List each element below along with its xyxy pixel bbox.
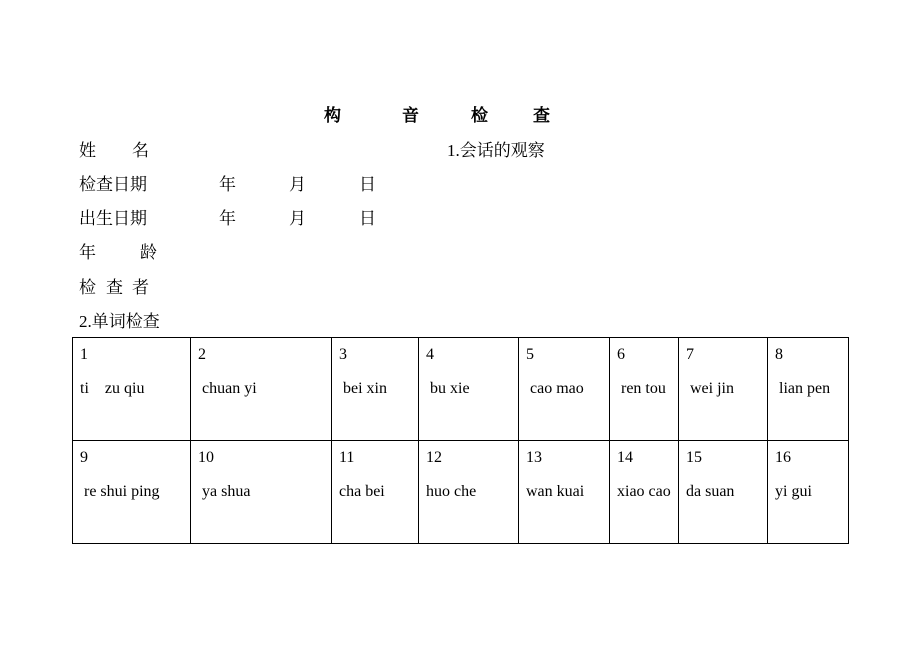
word-text: cao mao	[526, 380, 584, 397]
title-char-4: 查	[533, 106, 550, 125]
word-cell	[519, 441, 610, 544]
word-text: cha bei	[339, 483, 385, 500]
word-number: 5	[526, 346, 534, 363]
name-label-char-2: 名	[132, 141, 149, 160]
title-char-2: 音	[402, 106, 419, 125]
word-cell	[679, 338, 768, 441]
word-cell	[768, 441, 849, 544]
examiner-label-char-2: 查	[106, 278, 123, 297]
word-number: 14	[617, 449, 633, 466]
word-text: huo che	[426, 483, 477, 500]
conversation-section-heading: 1.会话的观察	[447, 141, 545, 160]
name-label-char-1: 姓	[79, 141, 96, 160]
word-text: wan kuai	[526, 483, 585, 500]
word-number: 16	[775, 449, 791, 466]
word-cell	[191, 338, 332, 441]
examiner-label-char-1: 检	[79, 278, 96, 297]
word-number: 3	[339, 346, 347, 363]
word-cell	[332, 441, 419, 544]
word-number: 2	[198, 346, 206, 363]
title-char-3: 检	[471, 106, 488, 125]
age-label-char-2: 龄	[140, 243, 157, 262]
word-cell	[73, 441, 191, 544]
word-number: 13	[526, 449, 542, 466]
word-text: xiao cao	[617, 483, 671, 500]
word-text: ya shua	[198, 483, 251, 500]
word-number: 4	[426, 346, 434, 363]
word-text: wei jin	[686, 380, 734, 397]
word-number: 1	[80, 346, 88, 363]
word-number: 6	[617, 346, 625, 363]
birth-date-month: 月	[289, 209, 306, 228]
word-number: 9	[80, 449, 88, 466]
word-text: yi gui	[775, 483, 812, 500]
word-cell	[610, 338, 679, 441]
word-text: ren tou	[617, 380, 666, 397]
word-number: 8	[775, 346, 783, 363]
exam-date-month: 月	[289, 175, 306, 194]
birth-date-day: 日	[359, 209, 376, 228]
word-text: bei xin	[339, 380, 387, 397]
exam-date-day: 日	[359, 175, 376, 194]
word-cell	[610, 441, 679, 544]
word-cell	[419, 441, 519, 544]
word-number: 10	[198, 449, 214, 466]
word-cell	[332, 338, 419, 441]
word-text: chuan yi	[198, 380, 257, 397]
title-char-1: 构	[324, 106, 341, 125]
birth-date-label: 出生日期	[79, 209, 147, 228]
exam-date-label: 检查日期	[79, 175, 147, 194]
word-number: 11	[339, 449, 355, 466]
word-test-section-heading: 2.单词检查	[79, 312, 160, 331]
examiner-label-char-3: 者	[132, 278, 149, 297]
word-text: da suan	[686, 483, 735, 500]
word-cell	[419, 338, 519, 441]
word-text: bu xie	[426, 380, 470, 397]
table-row	[73, 441, 849, 544]
table-row	[73, 338, 849, 441]
word-text: lian pen	[775, 380, 831, 397]
word-number: 15	[686, 449, 702, 466]
exam-date-year: 年	[219, 175, 236, 194]
birth-date-year: 年	[219, 209, 236, 228]
word-number: 7	[686, 346, 694, 363]
word-test-table	[72, 337, 849, 544]
word-cell	[191, 441, 332, 544]
word-text: ti zu qiu	[80, 380, 145, 397]
word-text: re shui ping	[80, 483, 160, 500]
word-cell	[768, 338, 849, 441]
word-number: 12	[426, 449, 442, 466]
age-label-char-1: 年	[79, 243, 96, 262]
word-cell	[519, 338, 610, 441]
word-cell	[73, 338, 191, 441]
word-cell	[679, 441, 768, 544]
